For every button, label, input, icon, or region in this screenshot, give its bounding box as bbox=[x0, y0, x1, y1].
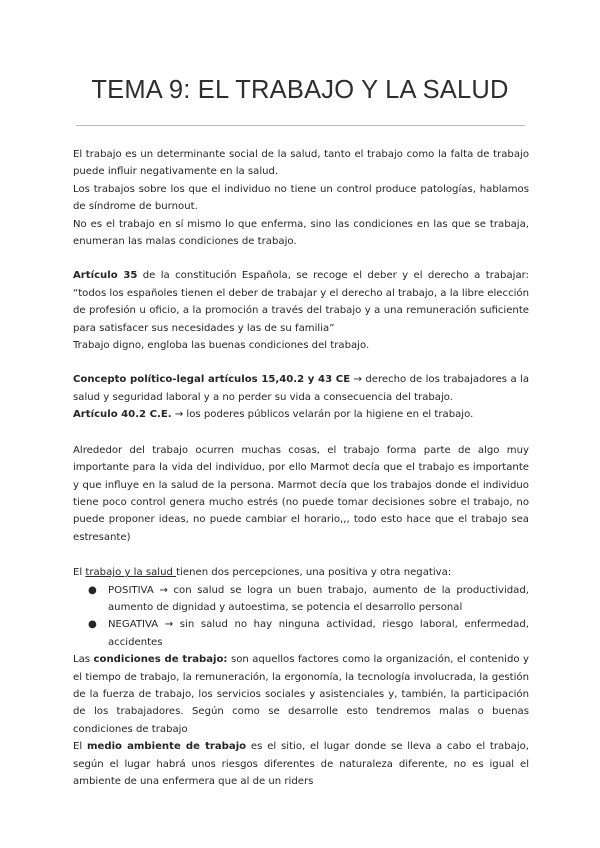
intro-paragraph-1: El trabajo es un determinante social de la salud, tanto el trabajo como la falta de trabajo puede influir negativamente en la salud. bbox=[73, 149, 529, 178]
percepciones-post: tienen dos percepciones, una positiva y otra negativa: bbox=[176, 567, 452, 579]
trabajo-digno-line: Trabajo digno, engloba las buenas condiciones del trabajo. bbox=[73, 340, 370, 352]
concepto-paragraph bbox=[73, 371, 529, 406]
articulo-40-heading: Artículo 40.2 C.E. bbox=[73, 409, 172, 421]
bullet-icon: ● bbox=[88, 584, 97, 596]
bullet-icon: ● bbox=[88, 619, 97, 631]
list-item-text: POSITIVA → con salud se logra un buen trabajo, aumento de la productividad, aumento de dignidad y autoestima, se potencia el desarrollo personal bbox=[108, 584, 529, 613]
articulo-35-text: de la constitución Española, se recoge el deber y el derecho a trabajar: “todos los españoles tienen el deber de trabajar y el derecho al trabajo, a la libre elección de profesión u oficio, a la promoción a través del trabajo y a una remuneración suficiente para satisfacer sus necesidades y las de su familia” bbox=[73, 270, 529, 334]
condiciones-heading: condiciones de trabajo: bbox=[93, 654, 228, 666]
condiciones-text: son aquellos factores como la organización, el contenido y el tiempo de trabajo, la remuneración, la ergonomía, la tecnología involucrada, la gestión de la fuerza de trabajo, los servicios sociales y asistenciales y, también, la participación de los trabajadores. Según como se desarrolle esto tendremos malas o buenas condiciones de trabajo bbox=[73, 654, 529, 735]
percepciones-list bbox=[73, 582, 529, 652]
articulo-35-heading: Artículo 35 bbox=[73, 270, 138, 282]
list-item-text: NEGATIVA → sin salud no hay ninguna actividad, riesgo laboral, enfermedad, accidentes bbox=[108, 619, 529, 648]
articulo-40-paragraph bbox=[73, 406, 529, 423]
list-item-negativa bbox=[73, 616, 529, 651]
medio-ambiente-paragraph bbox=[73, 738, 529, 790]
articulo-40-text: → los poderes públicos velarán por la higiene en el trabajo. bbox=[171, 409, 474, 421]
medio-ambiente-heading: medio ambiente de trabajo bbox=[86, 741, 247, 753]
percepciones-intro bbox=[73, 564, 529, 581]
marmot-paragraph: Alrededor del trabajo ocurren muchas cosas, el trabajo forma parte de algo muy importante para la vida del individuo, por ello Marmot decía que el trabajo es importante y que influye en la salud de la persona. Marmot decía que los trabajos donde el individuo tiene poco control genera mucho estrés (no puede tomar decisiones sobre el trabajo, no puede proponer ideas, no puede cambiar el horario,,, todo esto hace que el trabajo sea estresante) bbox=[73, 444, 529, 543]
intro-paragraph-2: Los trabajos sobre los que el individuo no tiene un control produce patologías, hablamos de síndrome de burnout. bbox=[73, 183, 529, 213]
list-item-positiva bbox=[73, 582, 529, 617]
trabajo-salud-underlined: trabajo y la salud bbox=[85, 567, 177, 579]
medio-ambiente-text: es el sitio, el lugar donde se lleva a cabo el trabajo, según el lugar habrá unos riesgos diferentes de naturaleza diferente, no es igual el ambiente de una enfermera que al de un riders bbox=[73, 741, 530, 787]
page-title: TEMA 9: EL TRABAJO Y LA SALUD bbox=[91, 76, 509, 104]
concepto-heading: Concepto político-legal artículos 15,40.2 y 43 CE bbox=[73, 374, 351, 386]
concepto-text: → derecho de los trabajadores a la salud y seguridad laboral y a no perder su vida a consecuencia del trabajo. bbox=[73, 374, 530, 403]
medio-pre: El bbox=[73, 741, 87, 753]
condiciones-pre: Las bbox=[73, 654, 94, 666]
intro-paragraph-3: No es el trabajo en sí mismo lo que enferma, sino las condiciones en las que se trabaja, enumeran las malas condiciones de trabajo. bbox=[73, 218, 529, 248]
percepciones-pre: El bbox=[73, 567, 86, 579]
articulo-35-paragraph bbox=[73, 267, 529, 337]
document-body bbox=[73, 146, 529, 790]
condiciones-paragraph bbox=[73, 651, 529, 738]
title-divider bbox=[76, 125, 525, 126]
